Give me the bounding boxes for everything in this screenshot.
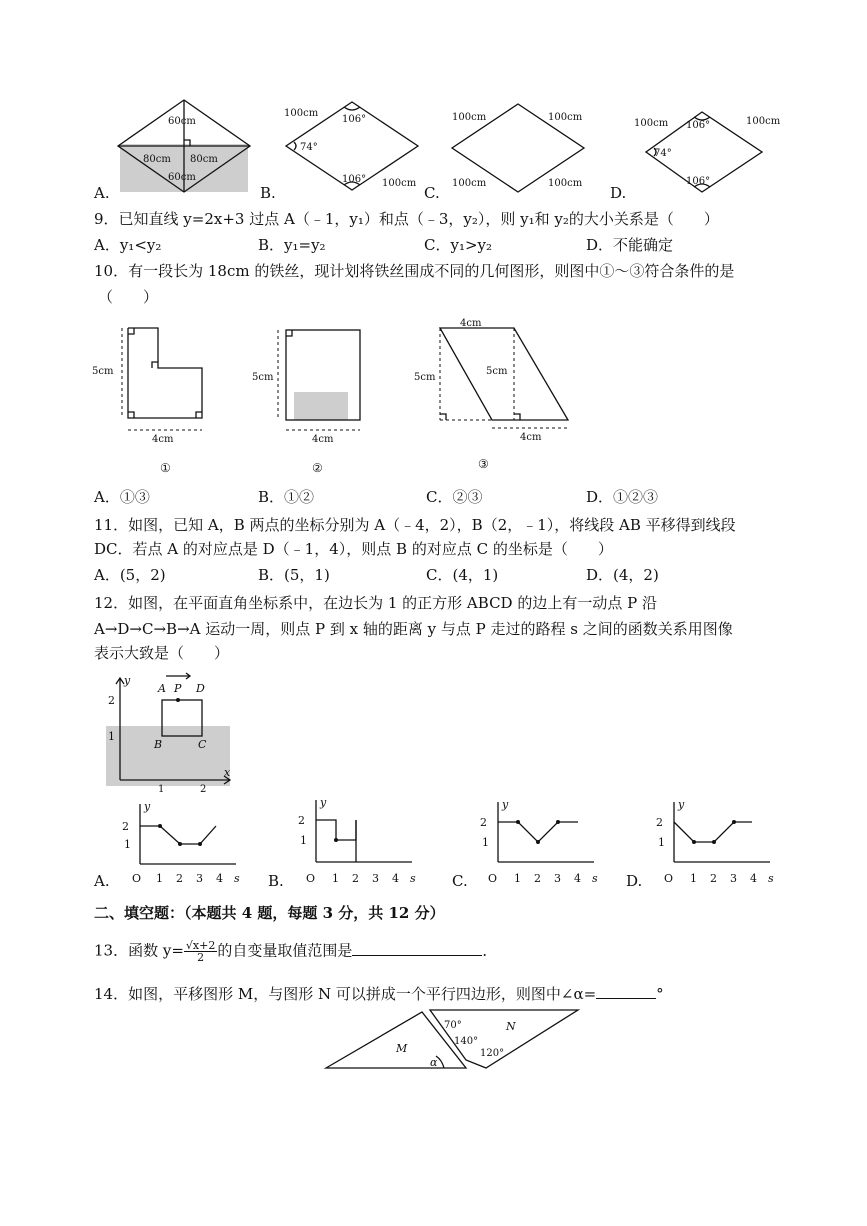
q14-answer-blank[interactable] (596, 984, 656, 999)
svg-text:60cm: 60cm (168, 116, 196, 127)
q11-stem: 11．如图，已知 A，B 两点的坐标分别为 A（﹣4，2），B（2，﹣1），将线段 AB 平移得到线段 (94, 516, 736, 534)
svg-text:P: P (174, 682, 182, 695)
svg-text:y: y (502, 798, 509, 811)
q8-option-c: C. (424, 184, 440, 202)
q12-stem-end: 表示大致是（ ） (94, 644, 230, 662)
q12-graph-b (294, 796, 424, 886)
q9-option-c: C．y₁>y₂ (424, 236, 493, 254)
q9-option-d: D．不能确定 (586, 236, 674, 254)
svg-text:74°: 74° (654, 148, 672, 159)
q13-numerator: √x+2 (185, 939, 216, 952)
svg-text:80cm: 80cm (190, 154, 218, 165)
svg-text:A: A (158, 682, 166, 695)
q11-option-d: D．(4，2) (586, 566, 659, 584)
q11-option-c: C．(4，1) (426, 566, 499, 584)
q9-option-a: A．y₁<y₂ (94, 236, 162, 254)
q12-graph-d (652, 798, 782, 888)
svg-text:N: N (506, 1020, 516, 1033)
svg-text:2: 2 (200, 784, 207, 795)
svg-text:4: 4 (216, 872, 223, 885)
q12-option-c: C. (452, 872, 468, 890)
q14-text: 14．如图，平移图形 M，与图形 N 可以拼成一个平行四边形，则图中∠α= (94, 985, 597, 1003)
q13-end: ． (482, 941, 498, 960)
q12-stem-cont: A→D→C→B→A 运动一周，则点 P 到 x 轴的距离 y 与点 P 走过的路程 s 之间的函数关系用图像 (94, 620, 733, 638)
svg-text:1: 1 (482, 836, 489, 849)
svg-text:120°: 120° (480, 1048, 505, 1059)
svg-text:4cm: 4cm (520, 432, 542, 443)
q8-option-a: A. (94, 184, 110, 202)
svg-text:60cm: 60cm (168, 172, 196, 183)
q10-option-c: C．②③ (426, 488, 483, 506)
svg-text:100cm: 100cm (284, 108, 319, 119)
svg-text:1: 1 (158, 784, 165, 795)
svg-text:4: 4 (392, 872, 399, 885)
svg-text:B: B (154, 738, 163, 751)
svg-text:y: y (144, 800, 151, 813)
svg-text:80cm: 80cm (143, 154, 171, 165)
svg-text:100cm: 100cm (452, 178, 487, 189)
q9-option-b: B．y₁=y₂ (258, 236, 326, 254)
svg-text:③: ③ (478, 457, 489, 471)
q8-figure-b (286, 100, 426, 195)
q14-degree: ° (656, 985, 664, 1003)
svg-text:4cm: 4cm (460, 318, 482, 329)
svg-text:s: s (592, 872, 598, 885)
q8-figure-c (452, 102, 592, 192)
svg-text:5cm: 5cm (252, 372, 274, 383)
svg-text:α: α (430, 1056, 438, 1069)
svg-text:1: 1 (690, 872, 697, 885)
svg-text:2: 2 (108, 694, 115, 707)
q10-figure-2 (250, 326, 380, 476)
svg-text:140°: 140° (454, 1036, 479, 1047)
svg-text:4: 4 (750, 872, 757, 885)
q12-option-a: A. (94, 872, 110, 890)
svg-text:100cm: 100cm (634, 118, 669, 129)
svg-text:70°: 70° (444, 1020, 462, 1031)
q9-stem: 9．已知直线 y=2x+3 过点 A（﹣1，y₁）和点（﹣3，y₂），则 y₁和 y₂的大小关系是（ ） (94, 210, 719, 228)
svg-text:1: 1 (658, 836, 665, 849)
svg-text:C: C (198, 738, 207, 751)
svg-text:2: 2 (176, 872, 183, 885)
svg-text:y: y (124, 674, 131, 687)
svg-text:1: 1 (514, 872, 521, 885)
q11-stem-cont: DC．若点 A 的对应点是 D（﹣1，4），则点 B 的对应点 C 的坐标是（ ） (94, 540, 613, 558)
svg-text:y: y (320, 796, 327, 809)
q8-figure-d (636, 106, 786, 196)
svg-text:O: O (488, 872, 498, 885)
q12-option-d: D. (626, 872, 643, 890)
svg-text:2: 2 (656, 816, 663, 829)
q13-stem (94, 940, 497, 963)
section-2-title: 二、填空题：（本题共 4 题，每题 3 分，共 12 分） (94, 904, 445, 922)
svg-text:2: 2 (534, 872, 541, 885)
svg-text:2: 2 (122, 820, 129, 833)
svg-text:1: 1 (108, 730, 115, 743)
q10-stem: 10．有一段长为 18cm 的铁丝，现计划将铁丝围成不同的几何图形，则图中①～③符合条件的是 (94, 262, 735, 280)
svg-text:100cm: 100cm (382, 178, 417, 189)
svg-text:1: 1 (124, 838, 131, 851)
q12-stem: 12．如图，在平面直角坐标系中，在边长为 1 的正方形 ABCD 的边上有一动点 P 沿 (94, 594, 657, 612)
q12-graph-a (118, 800, 248, 890)
svg-text:s: s (234, 872, 240, 885)
q10-option-d: D．①②③ (586, 488, 659, 506)
svg-text:4cm: 4cm (312, 434, 334, 445)
svg-text:5cm: 5cm (486, 366, 508, 377)
q12-graph-c (476, 798, 606, 888)
svg-text:106°: 106° (686, 176, 711, 187)
q11-option-a: A．(5，2) (94, 566, 166, 584)
svg-text:5cm: 5cm (414, 372, 436, 383)
q10-stem-cont: （ ） (98, 288, 159, 306)
svg-text:2: 2 (352, 872, 359, 885)
q13-fraction (184, 940, 217, 963)
svg-text:74°: 74° (300, 142, 318, 153)
q13-answer-blank[interactable] (352, 941, 482, 956)
q10-figure-1 (92, 326, 222, 476)
q13-prefix: 13．函数 y= (94, 941, 184, 960)
svg-text:M: M (396, 1042, 408, 1055)
q11-option-b: B．(5，1) (258, 566, 330, 584)
svg-text:O: O (664, 872, 674, 885)
q10-figure-3 (412, 316, 582, 476)
svg-text:x: x (224, 766, 231, 779)
q12-option-b: B. (268, 872, 284, 890)
svg-text:3: 3 (730, 872, 737, 885)
svg-text:100cm: 100cm (548, 112, 583, 123)
svg-text:y: y (678, 798, 685, 811)
svg-text:D: D (196, 682, 205, 695)
svg-text:①: ① (160, 461, 171, 475)
svg-text:3: 3 (196, 872, 203, 885)
q14-figure (326, 1008, 586, 1078)
svg-text:3: 3 (372, 872, 379, 885)
svg-text:2: 2 (480, 816, 487, 829)
svg-text:②: ② (312, 461, 323, 475)
svg-text:s: s (410, 872, 416, 885)
svg-text:100cm: 100cm (452, 112, 487, 123)
q8-option-d: D. (610, 184, 627, 202)
svg-text:O: O (132, 872, 142, 885)
svg-text:100cm: 100cm (548, 178, 583, 189)
svg-text:1: 1 (332, 872, 339, 885)
svg-text:O: O (306, 872, 316, 885)
svg-text:4: 4 (574, 872, 581, 885)
q13-suffix: 的自变量取值范围是 (217, 941, 353, 960)
svg-text:2: 2 (298, 814, 305, 827)
q10-option-a: A．①③ (94, 488, 150, 506)
svg-text:1: 1 (156, 872, 163, 885)
svg-text:2: 2 (710, 872, 717, 885)
svg-text:5cm: 5cm (92, 366, 114, 377)
q8-figure-a (108, 98, 258, 198)
svg-text:106°: 106° (342, 174, 367, 185)
q8-option-b: B. (260, 184, 276, 202)
svg-text:4cm: 4cm (152, 434, 174, 445)
svg-text:106°: 106° (342, 114, 367, 125)
q10-option-b: B．①② (258, 488, 315, 506)
q14-stem (94, 984, 664, 1003)
q13-denominator: 2 (197, 951, 205, 964)
svg-text:3: 3 (554, 872, 561, 885)
svg-text:106°: 106° (686, 120, 711, 131)
svg-text:s: s (768, 872, 774, 885)
q12-main-figure (100, 672, 240, 795)
svg-text:1: 1 (300, 834, 307, 847)
svg-text:100cm: 100cm (746, 116, 781, 127)
